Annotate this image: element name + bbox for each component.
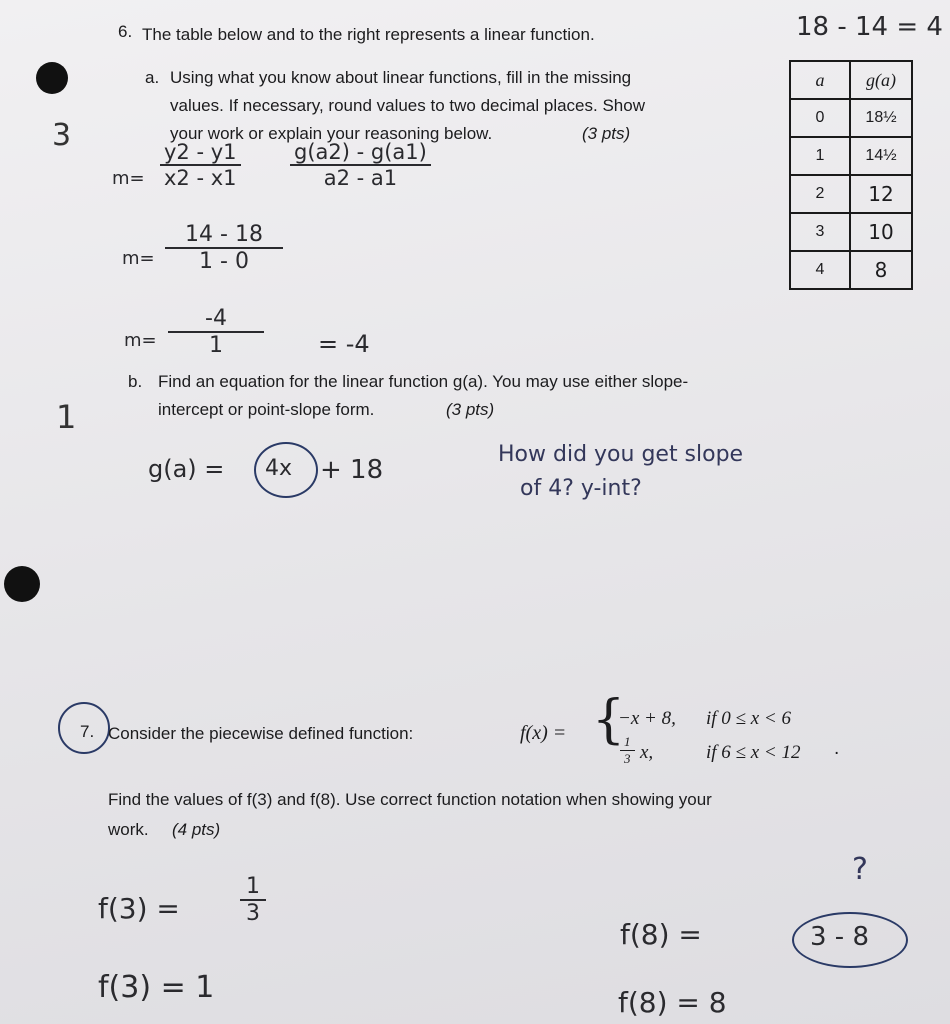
f3-line1: f(3) = (98, 892, 180, 925)
table-row (790, 99, 912, 137)
f3-numerator: 1 (246, 874, 260, 899)
q6-number: 6. (118, 22, 133, 41)
f8-line2: f(8) = 8 (618, 986, 727, 1019)
table-cell-a: 1 (790, 137, 850, 175)
table-cell-g: 12 (850, 175, 912, 213)
slope-denominator-a: a2 - a1 (323, 166, 398, 190)
part-a-line1: Using what you know about linear functions, fill in the missing (170, 68, 632, 87)
score-part-b: 1 (56, 398, 77, 436)
q7-stem: Consider the piecewise defined function: (108, 724, 414, 743)
case2-fraction (620, 734, 635, 767)
f3-denominator: 3 (246, 901, 260, 926)
equation-slope-circled: 4x (265, 456, 293, 481)
slope-numerator-g: g(a2) - g(a1) (294, 140, 427, 164)
top-right-note: 18 - 14 = 4 (796, 12, 943, 42)
piecewise-brace: { (592, 690, 626, 750)
step3-m-label: m= (124, 330, 157, 351)
table-cell-a: 2 (790, 175, 850, 213)
part-b-line1: Find an equation for the linear function g(a). You may use either slope- (158, 372, 689, 391)
slope-denominator-x: x2 - x1 (164, 166, 237, 190)
step3-denominator: 1 (209, 333, 223, 358)
period: . (834, 738, 840, 759)
function-table (789, 60, 913, 290)
table-row (790, 137, 912, 175)
score-part-a: 3 (52, 118, 72, 153)
step3-fraction (168, 306, 264, 358)
q7-instruction-line1: Find the values of f(3) and f(8). Use correct function notation when showing your (108, 790, 712, 809)
table-cell-a: 4 (790, 251, 850, 289)
table-cell-a: 0 (790, 99, 850, 137)
part-b-label: b. (128, 372, 143, 391)
slope-m-label: m= (112, 168, 145, 189)
step2-denominator: 1 - 0 (199, 249, 249, 274)
part-a-line3: your work or explain your reasoning below. (170, 124, 493, 143)
equation-rhs: + 18 (320, 455, 384, 485)
f3-line2: f(3) = 1 (98, 970, 215, 1005)
table-row (790, 175, 912, 213)
f8-line1-lhs: f(8) = (620, 918, 702, 951)
table-header-ga: g(a) (850, 61, 912, 99)
table-row (790, 213, 912, 251)
table-cell-g: 10 (850, 213, 912, 251)
case2-numerator: 1 (624, 734, 631, 749)
hole-punch-top (36, 62, 68, 94)
part-a-points: (3 pts) (582, 124, 631, 143)
case2-denominator: 3 (624, 751, 631, 766)
table-cell-g: 14½ (850, 137, 912, 175)
slope-formula-xy (160, 140, 241, 190)
f8-circled-work: 3 - 8 (810, 922, 869, 952)
step2-m-label: m= (122, 248, 155, 269)
table-row (790, 251, 912, 289)
q6-stem: The table below and to the right represents a linear function. (142, 25, 595, 44)
case2-condition: if 6 ≤ x < 12 (706, 742, 801, 763)
q7-func-lhs: f(x) = (520, 722, 567, 744)
table-header-a: a (790, 61, 850, 99)
teacher-comment-line2: of 4? y-int? (520, 476, 642, 501)
f3-fraction (240, 874, 266, 926)
case2-expression: x, (640, 742, 654, 763)
table-cell-g: 18½ (850, 99, 912, 137)
teacher-comment-line1: How did you get slope (498, 442, 744, 467)
part-b-line2: intercept or point-slope form. (158, 400, 375, 419)
table-cell-a: 3 (790, 213, 850, 251)
part-a-label: a. (145, 68, 160, 87)
hole-punch-middle (4, 566, 40, 602)
part-a-line2: values. If necessary, round values to two decimal places. Show (170, 96, 645, 115)
case1-condition: if 0 ≤ x < 6 (706, 708, 791, 729)
q7-instruction-line2: work. (108, 820, 149, 839)
step3-result: = -4 (318, 330, 370, 358)
slope-numerator-y: y2 - y1 (164, 140, 237, 164)
q7-number: 7. (80, 722, 95, 741)
step2-numerator: 14 - 18 (185, 222, 263, 247)
teacher-question-mark: ? (852, 852, 868, 887)
slope-formula-g (290, 140, 431, 190)
step2-fraction (165, 222, 283, 274)
case1-expression: −x + 8, (618, 708, 676, 729)
table-header-row (790, 61, 912, 99)
q7-points: (4 pts) (172, 820, 221, 839)
step3-numerator: -4 (205, 306, 227, 331)
table-cell-g: 8 (850, 251, 912, 289)
equation-lhs: g(a) = (148, 455, 225, 483)
part-b-points: (3 pts) (446, 400, 495, 419)
